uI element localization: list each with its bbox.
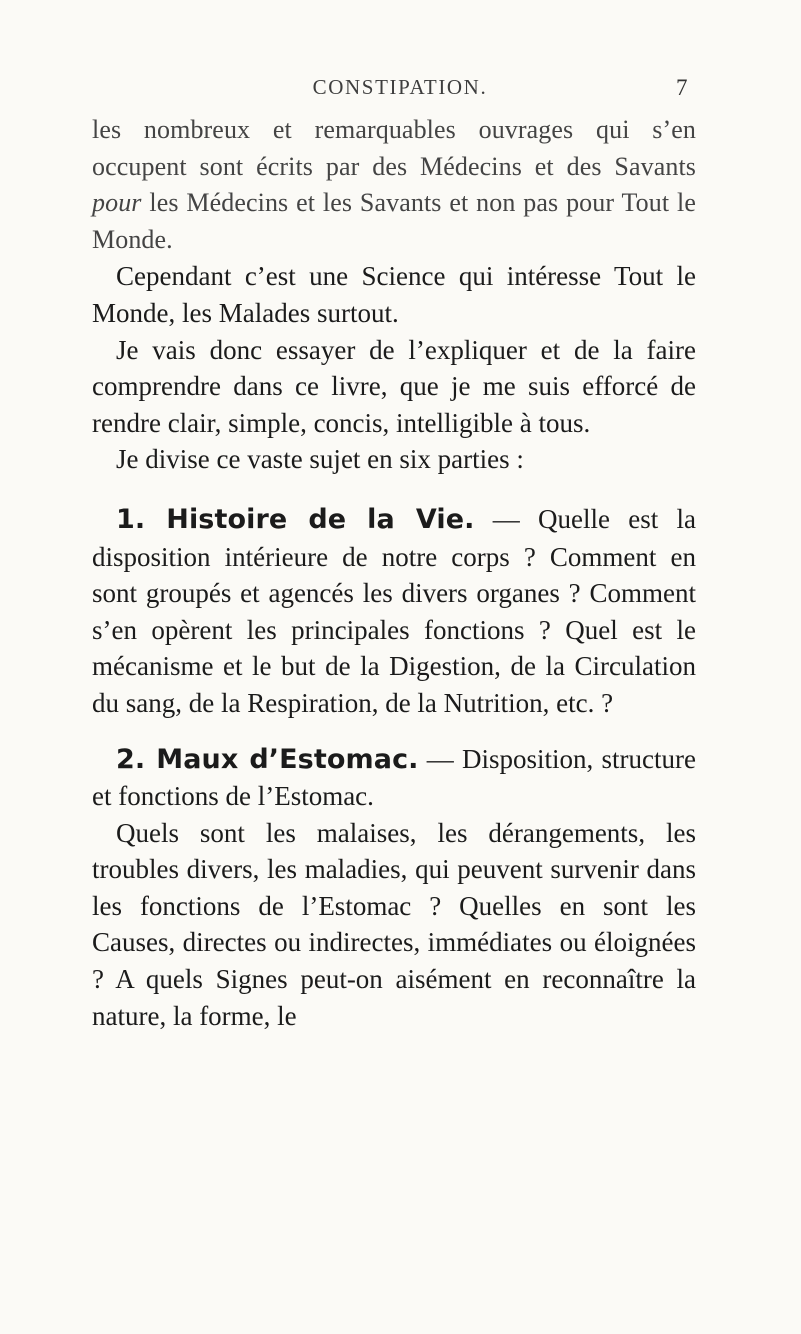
- page-number: 7: [676, 75, 688, 100]
- running-title: CONSTIPATION.: [312, 75, 488, 99]
- section-2-title: 2. Maux d’Estomac.: [116, 743, 419, 775]
- intro-paragraph-2: Cependant c’est une Science qui intéresse Tout le Monde, les Malades surtout.: [92, 261, 696, 328]
- intro-paragraph-1: [92, 112, 696, 258]
- paragraph-gap: [92, 478, 696, 482]
- section-1-text: — Quelle est la disposition intérieure de notre corps ? Comment en sont groupés et agencés les divers organes ? Comment s’en opèrent les principales fonctions ? Quel est le mécanisme et le but de la Digestion, de la Circulation du sang, de la Respiration, de la Nutrition, etc. ?: [92, 503, 697, 718]
- section-2: [92, 741, 696, 815]
- intro-paragraph-3: Je vais donc essayer de l’expliquer et de la faire comprendre dans ce livre, que je me suis efforcé de rendre clair, simple, concis, intelligible à tous.: [92, 334, 696, 438]
- page-text: [92, 112, 696, 1034]
- intro-text-1-tail: les Médecins et les Savants et non pas pour Tout le Monde.: [92, 188, 696, 254]
- section-1-title: 1. Histoire de la Vie.: [116, 503, 475, 535]
- section-2-paragraph-2: Quels sont les malaises, les dérangements, les troubles divers, les maladies, qui peuvent survenir dans les fonctions de l’Estomac ? Quelles en sont les Causes, directes ou indirectes, immédiates ou éloignées ? A quels Signes peut-on aisément en reconnaître la nature, la forme, le: [92, 817, 696, 1031]
- intro-text-1: les nombreux et remarquables ouvrages qui s’en occupent sont écrits par des Médecins et des Savants: [92, 115, 696, 181]
- intro-emphasis: pour: [92, 188, 142, 218]
- intro-paragraph-4: Je divise ce vaste sujet en six parties :: [116, 444, 524, 475]
- section-2-text: — Disposition, structure et fonctions de l’Estomac.: [92, 743, 696, 812]
- section-1: [92, 501, 696, 722]
- running-head: [0, 75, 801, 105]
